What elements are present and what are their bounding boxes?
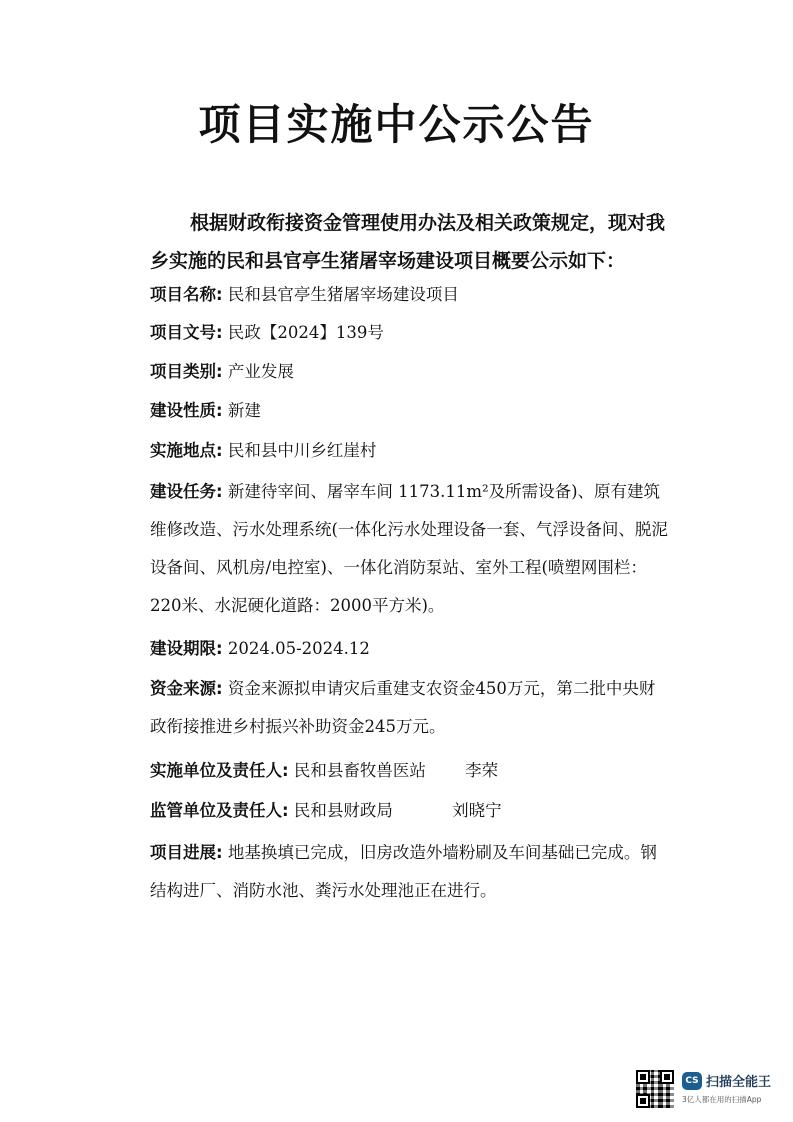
supervisor-person: 刘晓宁	[452, 801, 502, 820]
qr-finder-icon	[636, 1070, 650, 1084]
field-value: 新建	[227, 401, 261, 420]
field-value: 资金来源拟申请灾后重建支农资金450万元，第二批中央财政衔接推进乡村振兴补助资金245万元。	[150, 679, 656, 736]
field-implementer	[150, 752, 670, 790]
field-value: 产业发展	[227, 362, 294, 381]
camscanner-logo-icon: CS	[682, 1072, 702, 1090]
field-value: 新建待宰间、屠宰车间 1173.11m²及所需设备)、原有建筑维修改造、污水处理系统(一体化污水处理设备一套、气浮设备间、脱泥设备间、风机房/电控室)、一体化消防泵站、室外工程(喷塑网围栏：220米、水泥硬化道路：2000平方米)。	[150, 482, 668, 615]
field-value: 民和县中川乡红崖村	[227, 441, 377, 460]
field-label: 实施单位及责任人:	[150, 761, 289, 780]
field-period	[150, 630, 670, 668]
field-funding	[150, 670, 670, 746]
field-label: 建设任务:	[150, 482, 223, 501]
field-value: 2024.05-2024.12	[227, 639, 370, 658]
field-project-name	[150, 276, 670, 314]
field-label: 项目类别:	[150, 362, 223, 381]
field-category	[150, 353, 670, 391]
field-label: 建设期限:	[150, 639, 223, 658]
qr-finder-icon	[660, 1070, 674, 1084]
scanner-tagline: 3亿人都在用的扫描App	[682, 1095, 762, 1104]
field-nature	[150, 392, 670, 430]
scanner-app-name: 扫描全能王	[706, 1075, 772, 1090]
field-value: 民和县官亭生猪屠宰场建设项目	[227, 285, 459, 304]
field-label: 建设性质:	[150, 401, 223, 420]
field-value: 民政【2024】139号	[227, 323, 384, 342]
field-doc-number	[150, 314, 670, 352]
field-label: 项目进展:	[150, 843, 223, 862]
implementer-unit: 民和县畜牧兽医站	[293, 761, 426, 780]
field-label: 资金来源:	[150, 679, 223, 698]
field-label: 项目名称:	[150, 285, 223, 304]
page-title: 项目实施中公示公告	[198, 100, 595, 149]
field-label: 实施地点:	[150, 441, 223, 460]
scanner-watermark	[636, 1066, 786, 1110]
qr-finder-icon	[636, 1094, 650, 1108]
field-value: 地基换填已完成，旧房改造外墙粉刷及车间基础已完成。钢结构进厂、消防水池、粪污水处理池正在进行。	[150, 843, 657, 900]
field-progress	[150, 834, 670, 910]
implementer-person: 李荣	[465, 761, 499, 780]
field-location	[150, 432, 670, 470]
field-label: 监管单位及责任人:	[150, 801, 289, 820]
field-tasks	[150, 473, 670, 625]
field-supervisor	[150, 792, 670, 830]
field-label: 项目文号:	[150, 323, 223, 342]
supervisor-unit: 民和县财政局	[293, 801, 393, 820]
intro-paragraph: 根据财政衔接资金管理使用办法及相关政策规定，现对我乡实施的民和县官亭生猪屠宰场建设项目概要公示如下：	[150, 212, 666, 272]
